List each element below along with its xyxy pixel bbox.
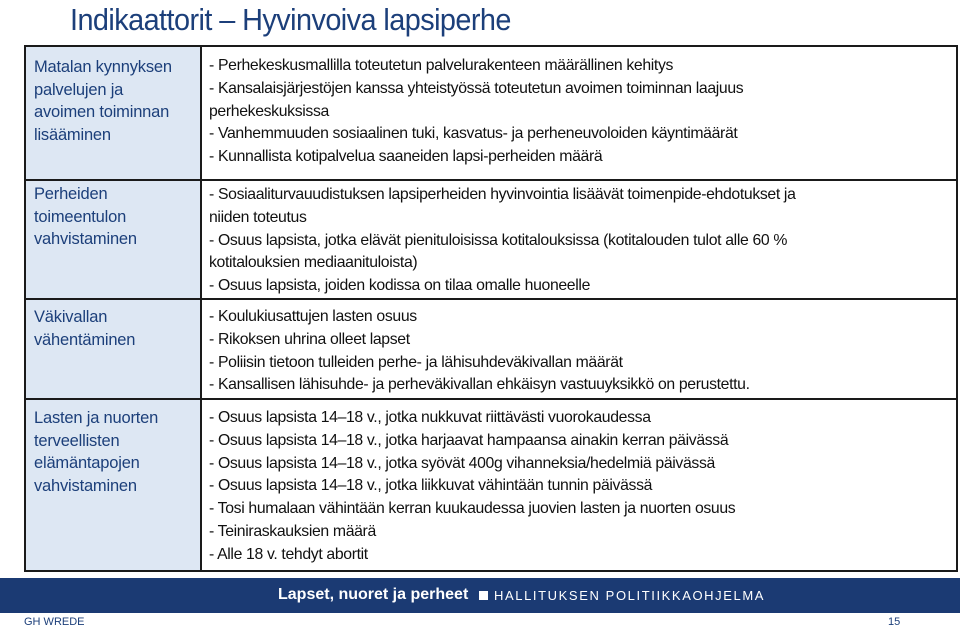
footer-band (0, 578, 960, 613)
indicators-low-threshold-services (209, 55, 949, 169)
indicator-line: - Teiniraskauksien määrä (209, 522, 376, 540)
indicator-line: - Tosi humalaan vähintään kerran kuukaudessa juovien lasten ja nuorten osuus (209, 500, 736, 518)
topic-line: vahvistaminen (34, 476, 137, 495)
indicators-healthy-lifestyles (209, 407, 949, 567)
indicator-line: - Osuus lapsista 14–18 v., jotka harjaavat hampaansa ainakin kerran päivässä (209, 431, 729, 449)
topic-line: lisääminen (34, 125, 111, 144)
indicator-line: - Osuus lapsista 14–18 v., jotka syövät 400g vihanneksia/hedelmiä päivässä (209, 454, 715, 472)
author-label: GH WREDE (24, 616, 85, 628)
indicator-line: - Osuus lapsista, jotka elävät pienituloisissa kotitalouksissa (kotitalouden tulot alle 60 % (209, 231, 788, 249)
topic-line: Matalan kynnyksen (34, 58, 172, 76)
topic-line: palvelujen ja (34, 80, 124, 99)
indicator-table (24, 45, 958, 572)
topic-line: avoimen toiminnan (34, 103, 170, 121)
indicator-line: - Koulukiusattujen lasten osuus (209, 308, 417, 325)
row-divider (26, 179, 956, 181)
program-name: Lapset, nuoret ja perheet (278, 586, 469, 603)
square-bullet-icon (479, 591, 488, 600)
slide-title: Indikaattorit – Hyvinvoiva lapsiperhe (70, 2, 511, 37)
row-divider (26, 298, 956, 300)
indicators-violence-reduction (209, 306, 949, 397)
topic-family-income (34, 183, 200, 251)
topic-violence-reduction (34, 306, 200, 351)
indicator-line: - Osuus lapsista 14–18 v., jotka liikkuvat vähintään tunnin päivässä (209, 477, 653, 495)
indicator-line: - Alle 18 v. tehdyt abortit (209, 545, 368, 563)
indicator-line: - Osuus lapsista, joiden kodissa on tilaa omalle huoneelle (209, 277, 591, 295)
topic-line: toimeentulon (34, 207, 127, 226)
topic-line: Lasten ja nuorten (34, 409, 159, 427)
indicators-family-income (209, 184, 949, 298)
topic-line: terveellisten (34, 431, 120, 450)
topic-healthy-lifestyles (34, 407, 200, 497)
indicator-line: - Kansalaisjärjestöjen kanssa yhteistyössä toteutetun avoimen toiminnan laajuus (209, 79, 744, 97)
indicator-line: perhekeskuksissa (209, 102, 329, 120)
topic-line: Perheiden (34, 185, 108, 203)
topic-line: vähentäminen (34, 330, 136, 349)
indicator-line: - Osuus lapsista 14–18 v., jotka nukkuvat riittävästi vuorokaudessa (209, 409, 651, 426)
row-divider (26, 398, 956, 400)
indicator-line: - Vanhemmuuden sosiaalinen tuki, kasvatus- ja perheneuvoloiden käyntimäärät (209, 125, 738, 143)
government-program-label: HALLITUKSEN POLITIIKKAOHJELMA (494, 588, 766, 603)
indicator-line: - Perhekeskusmallilla toteutetun palvelurakenteen määrällinen kehitys (209, 57, 674, 74)
indicator-line: - Kunnallista kotipalvelua saaneiden lapsi-perheiden määrä (209, 148, 603, 166)
indicator-line: niiden toteutus (209, 208, 307, 226)
indicator-line: - Rikoksen uhrina olleet lapset (209, 330, 410, 348)
indicator-line: kotitalouksien mediaanituloista) (209, 254, 418, 272)
topic-line: Väkivallan (34, 308, 108, 326)
topic-line: elämäntapojen (34, 454, 140, 472)
topic-low-threshold-services (34, 56, 200, 146)
page-number: 15 (888, 616, 901, 628)
topic-line: vahvistaminen (34, 230, 137, 248)
indicator-line: - Kansallisen lähisuhde- ja perheväkivallan ehkäisyn vastuuyksikkö on perustettu. (209, 376, 750, 394)
indicator-line: - Sosiaaliturvauudistuksen lapsiperheiden hyvinvointia lisäävät toimenpide-ehdotukset ja (209, 186, 796, 203)
indicator-line: - Poliisin tietoon tulleiden perhe- ja lähisuhdeväkivallan määrät (209, 353, 623, 371)
